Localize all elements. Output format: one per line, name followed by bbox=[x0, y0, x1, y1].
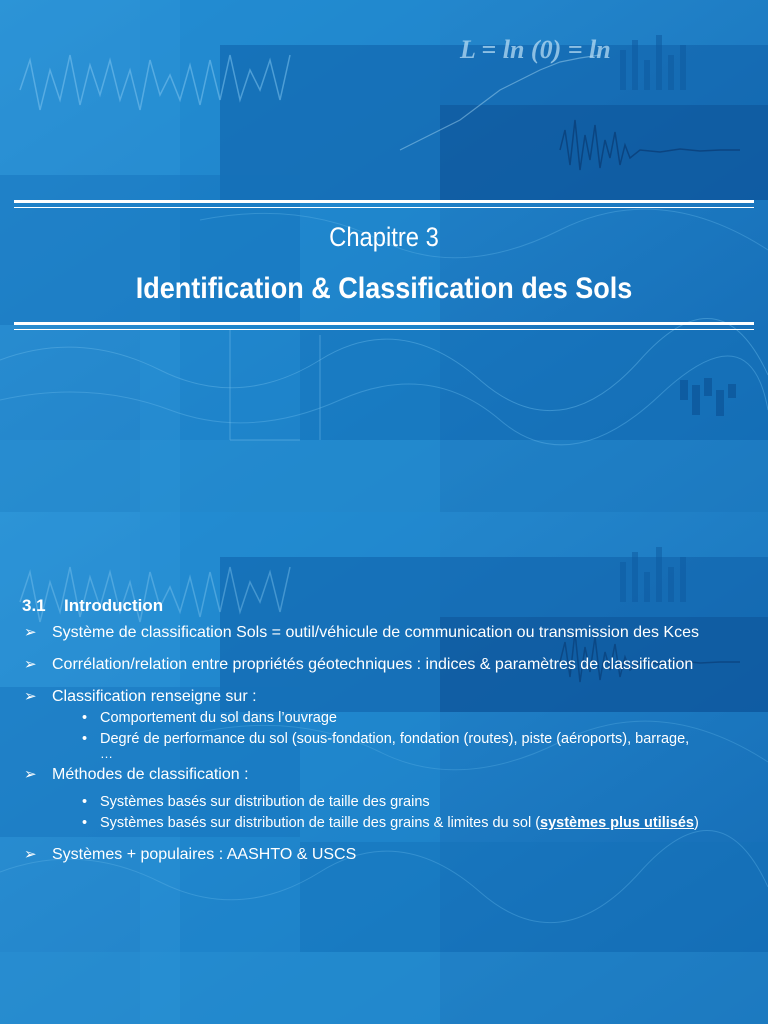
title-top-rule bbox=[14, 200, 754, 203]
sub-bullet-text: Systèmes basés sur distribution de taille des grains bbox=[100, 794, 430, 810]
highlighted-text: systèmes plus utilisés bbox=[540, 815, 694, 831]
sub-bullet-text: Degré de performance du sol (sous-fondation, fondation (routes), piste (aéroports), barrage, bbox=[100, 731, 690, 747]
introduction-slide-content bbox=[22, 596, 762, 865]
bullet-item bbox=[22, 764, 762, 785]
bullet-text: Système de classification Sols = outil/véhicule de communication ou transmission des Kces bbox=[52, 624, 699, 641]
sub-bullet-continuation: … bbox=[100, 746, 113, 761]
section-title: Introduction bbox=[64, 596, 164, 615]
title-top-rule-thin bbox=[14, 207, 754, 208]
arrow-bullet-icon: ➢ bbox=[24, 688, 37, 705]
bullet-text: Corrélation/relation entre propriétés géotechniques : indices & paramètres de classification bbox=[52, 656, 694, 673]
sub-bullet-text-prefix: Systèmes basés sur distribution de taille des grains & limites du sol ( bbox=[100, 815, 541, 831]
sub-bullet-item bbox=[22, 730, 762, 749]
sub-bullet-item bbox=[22, 814, 762, 833]
bullet-item bbox=[22, 654, 762, 675]
arrow-bullet-icon: ➢ bbox=[24, 656, 37, 673]
section-number: 3.1 bbox=[22, 596, 46, 615]
title-bottom-rule bbox=[14, 322, 754, 325]
bullet-text: Méthodes de classification : bbox=[52, 766, 249, 783]
bullet-text: Systèmes + populaires : AASHTO & USCS bbox=[52, 846, 357, 863]
arrow-bullet-icon: ➢ bbox=[24, 846, 37, 863]
sub-bullet-item bbox=[22, 709, 762, 728]
bullet-item bbox=[22, 622, 762, 643]
dot-bullet-icon: • bbox=[82, 731, 88, 747]
chapter-label: Chapitre 3 bbox=[329, 222, 439, 252]
bullet-item bbox=[22, 686, 762, 707]
sub-bullet-item bbox=[22, 793, 762, 812]
dot-bullet-icon: • bbox=[82, 710, 88, 726]
slide-title: Identification & Classification des Sols bbox=[135, 272, 633, 305]
bullet-text: Classification renseigne sur : bbox=[52, 688, 257, 705]
sub-bullet-text-suffix: ) bbox=[693, 815, 699, 831]
arrow-bullet-icon: ➢ bbox=[24, 766, 37, 783]
arrow-bullet-icon: ➢ bbox=[24, 624, 37, 641]
section-heading bbox=[22, 596, 762, 616]
title-bottom-rule-thin bbox=[14, 329, 754, 330]
formula-text-1: L = ln (0) = ln bbox=[460, 35, 611, 64]
dot-bullet-icon: • bbox=[82, 815, 88, 831]
dot-bullet-icon: • bbox=[82, 794, 88, 810]
sub-bullet-text: Comportement du sol dans l’ouvrage bbox=[100, 710, 337, 726]
bullet-item bbox=[22, 844, 762, 865]
